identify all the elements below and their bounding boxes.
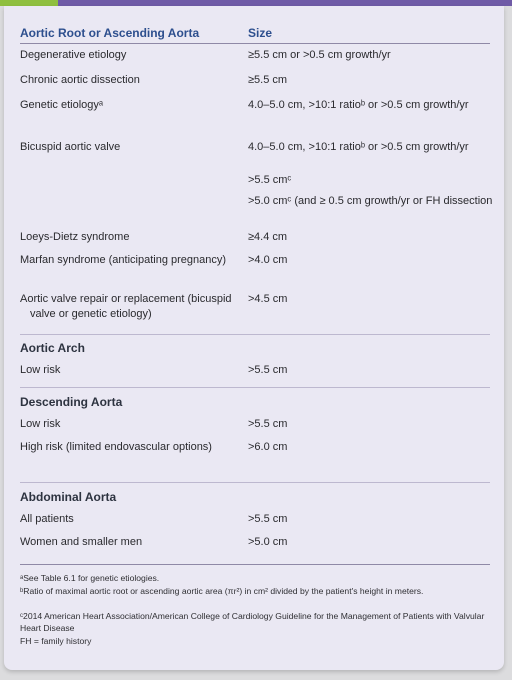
condition-cell: Loeys-Dietz syndrome [20, 231, 130, 243]
size-cell: >5.0 cm [248, 536, 288, 548]
footnote: ᵃSee Table 6.1 for genetic etiologies. [20, 573, 160, 583]
condition-cell: Bicuspid aortic valve [20, 141, 121, 153]
condition-cell: Degenerative etiology [20, 49, 127, 61]
column-header-condition: Aortic Root or Ascending Aorta [20, 26, 200, 40]
footnote: ᵇRatio of maximal aortic root or ascending aortic area (πr²) in cm² divided by the patient's height in meters. [20, 586, 424, 596]
size-cell: >6.0 cm [248, 441, 288, 453]
header-divider [20, 43, 490, 44]
size-cell: >5.5 cmᶜ [248, 174, 292, 186]
section-title-aortic-arch: Aortic Arch [20, 341, 85, 355]
size-cell: >5.5 cm [248, 513, 288, 525]
size-cell: ≥5.5 cm [248, 74, 288, 86]
column-header-size: Size [248, 26, 273, 40]
size-cell: >5.0 cmᶜ (and ≥ 0.5 cm growth/yr or FH dissection [248, 195, 493, 207]
size-cell: 4.0–5.0 cm, >10:1 ratioᵇ or >0.5 cm growth/yr [248, 141, 469, 153]
condition-cell: Aortic valve repair or replacement (bicuspid valve or genetic etiology) [20, 293, 232, 320]
section-divider [20, 482, 490, 483]
section-title-abdominal-aorta: Abdominal Aorta [20, 490, 117, 504]
condition-cell: Genetic etiologyᵃ [20, 99, 103, 111]
footnote: FH = family history [20, 636, 92, 646]
section-divider [20, 387, 490, 388]
condition-cell: Marfan syndrome (anticipating pregnancy) [20, 254, 227, 266]
size-cell: >4.0 cm [248, 254, 288, 266]
size-cell: >4.5 cm [248, 293, 288, 305]
condition-cell: Low risk [20, 364, 61, 376]
condition-cell: Low risk [20, 418, 61, 430]
size-cell: ≥4.4 cm [248, 231, 288, 243]
section-divider [20, 334, 490, 335]
size-cell: >5.5 cm [248, 364, 288, 376]
size-cell: >5.5 cm [248, 418, 288, 430]
size-cell: ≥5.5 cm or >0.5 cm growth/yr [248, 49, 391, 61]
size-cell: 4.0–5.0 cm, >10:1 ratioᵇ or >0.5 cm growth/yr [248, 99, 469, 111]
condition-cell: All patients [20, 513, 74, 525]
table-card [4, 6, 504, 670]
section-title-descending-aorta: Descending Aorta [20, 395, 123, 409]
condition-cell: High risk (limited endovascular options) [20, 441, 212, 453]
condition-cell: Women and smaller men [20, 536, 143, 548]
footnote: ᶜ2014 American Heart Association/American College of Cardiology Guideline for the Management of Patients with Valvular Heart Disease [20, 611, 485, 633]
condition-cell: Chronic aortic dissection [20, 74, 140, 86]
footnote-divider [20, 564, 490, 565]
